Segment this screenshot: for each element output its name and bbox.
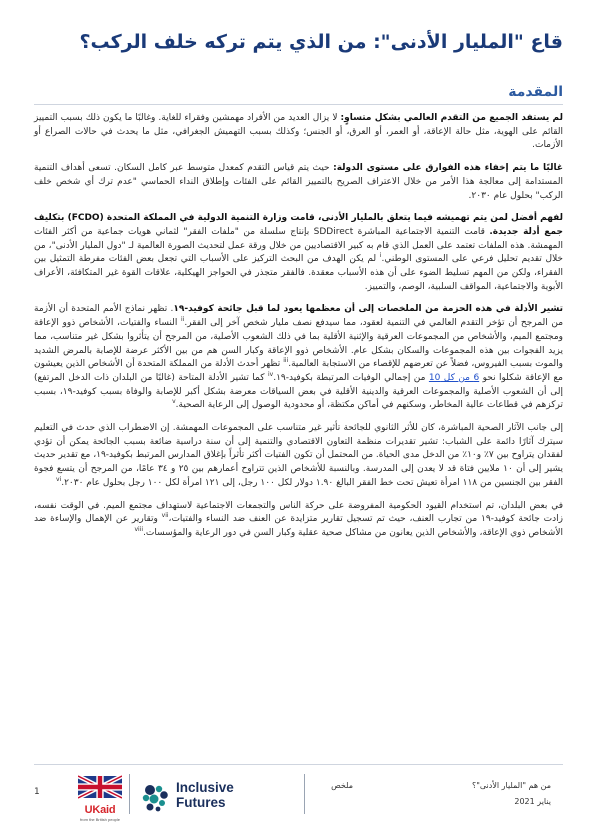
union-flag-icon (78, 775, 122, 799)
footer-date: يناير 2021 (514, 797, 551, 806)
paragraph-1-text: لا يزال العديد من الأفراد مهمشين وفقراء للغاية. وغالبًا ما يكون ذلك بسبب التمييز القائم على الهوية، مثل حالة الإعاقة، أو العمر، أو العرق، أو الجنس؛ وكذلك بسبب التهميش الجغرافي، مثل ما يحدث في حالات الصراع أو الأزمات. (34, 113, 563, 151)
inclusive-futures-logo-icon (138, 780, 172, 814)
paragraph-4-text-3: تظهر أحدث الأدلة من المملكة المتحدة أن الأشخاص الذين يعيشون مع الإعاقة شكلوا نحو (34, 359, 563, 383)
body-text (34, 112, 563, 550)
paragraph-6-text-2: وتقارير عن الإهمال والإساءة ضد الأشخاص ذوي الإعاقة، والأشخاص الذين يعانون من مشاكل صحية عقلية وكبار السن في دور الرعاية والمؤسسات. (34, 514, 563, 538)
paragraph-3 (34, 212, 563, 294)
paragraph-4-text: . تظهر نماذج الأمم المتحدة أن الأزمة من المرجح أن تؤخر التقدم العالمي في التنمية لعقود، مما سيدفع نصف مليار شخص آخر إلى الفقر. (34, 304, 564, 329)
paragraph-5 (34, 422, 563, 491)
footer-separator (304, 774, 305, 814)
footer-doc-name: من هم "المليار الأدنى"؟ (471, 781, 551, 790)
footer-section-label: ملخص (331, 781, 353, 790)
paragraph-4-text-2: النساء والفتيات، الأشخاص ذوو الإعاقة ومجتمع الميم، والأشخاص من المجموعات العرقية والإثنية الأقلية بما في ذلك الشعوب الأصلية، من المرجح أن يتأثروا بشكل غير متناسب، مما يزيد الفجوات بين هذه المجموعات والسكان بشكل عام. الأشخاص ذوو الإعاقة وكبار السن هم من بين الأكثر عرضة للإصابة بالمرض الشديد والموت بسبب الفيروس، فضلاً عن تعرضهم للإقصاء من الاستجابة العالمية. (34, 318, 563, 370)
footnote-ref-vii[interactable]: vii (161, 512, 169, 520)
paragraph-3-lead: لفهم أفضل لمن يتم تهميشه فيما يتعلق بالمليار الأدنى، قامت وزارة التنمية الدولية في المملكة المتحدة (FCDO) بتكليف جمع أدلة جديدة. (34, 213, 563, 237)
ukaid-wordmark: UKaid (84, 804, 116, 816)
paragraph-3-text-2: لم يكن الهدف من البحث التركيز على الأسباب التي تجعل بعض الفئات مفرطة التمثيل بين الفقراء، ولكن من المهم تسليط الضوء على أن هذه الأسباب معقدة. فالفقر متجذر في الحواجز الهيكلية، علاقات القوة غير المتكافئة، الأعراف الأبوية والاجتماعية، المواقف السلبية، الوصم، والتمييز. (34, 254, 563, 292)
ukaid-logo (78, 775, 122, 822)
section-heading-introduction: المقدمة (508, 84, 563, 100)
footnote-ref-viii[interactable]: viii (134, 525, 144, 533)
inclusive-futures-wordmark (176, 780, 234, 810)
paragraph-6 (34, 500, 563, 541)
footnote-ref-ii[interactable]: ii (180, 316, 185, 324)
logo-line-2: Futures (176, 795, 226, 810)
footnote-ref-vi[interactable]: vi (55, 475, 62, 483)
paragraph-4 (34, 303, 563, 413)
paragraph-5-text: إلى جانب الآثار الصحية المباشرة، كان للأثر الثانوي للجائحة تأثير غير متناسب على المجموعات المهمشة. إن الاضطراب الذي حدث في التعليم سيترك آثارًا دائمة على الشباب: تشير تقديرات منظمة التعاون الاقتصادي والتنمية إلى أن سنة دراسية ضائعة بسبب الجائحة يمكن أن تؤدي لفقدان يتراوح بين ٧٪ و١٠٪ من الدخل مدى الحياة. من المحتمل أن تكون الفتيات أكثر تأثراً بإغلاق المدارس المرتبط بكوفيد-١٩، مع تقدير حديث يشير إلى أن ١٠ ملايين فتاة قد لا يعدن إلى المدرسة. وبالنسبة للأشخاص الذين تتراوح أعمارهم بين ٢٥ و ٣٤ عامًا، من المرجح أن يتسع فجوة الفقر بين الجنسين من ١١٨ امرأة تعيش تحت خط الفقر البالغ ١.٩٠ دولار لكل ١٠٠ رجل، إلى ١٢١ امرأة لكل ١٠٠ رجل بحلول عام ٢٠٣٠. (34, 423, 563, 488)
heading-divider (34, 104, 563, 105)
ukaid-tagline: from the British people (79, 817, 121, 822)
paragraph-2-text: حيث يتم قياس التقدم كمعدل متوسط عبر كامل السكان. تسعى أهداف التنمية المستدامة إلى معالجة هذا الأمر من خلال الاعتراف الصريح بالتمييز القائم على الفئات وإطلاق النداء الحماسي "عدم ترك أي شخص خلف الركب" بحلول عام ٢٠٣٠. (34, 163, 563, 201)
paragraph-2 (34, 162, 563, 203)
paragraph-4-lead: تشير الأدلة في هذه الحزمة من الملخصات إلى أن معظمها يعود لما قبل جائحة كوفيد-١٩ (173, 304, 563, 315)
footnote-ref-iii[interactable]: iii (283, 357, 289, 365)
link-6-in-10[interactable]: 6 من كل 10 (428, 372, 480, 383)
page-number: 1 (34, 787, 40, 797)
footnote-ref-iv[interactable]: iv (267, 370, 274, 378)
footer-logo-separator (129, 774, 130, 814)
footnote-ref-v[interactable]: v (172, 398, 176, 406)
footnote-ref-i[interactable]: i (379, 252, 382, 260)
paragraph-1 (34, 112, 563, 153)
paragraph-1-lead: لم يستفد الجميع من التقدم العالمي بشكل متساوٍ: (340, 113, 563, 123)
logo-line-1: Inclusive (176, 780, 234, 795)
footer-divider (34, 764, 563, 765)
paragraph-3-text: قامت التنمية الاجتماعية المباشرة SDDirect بإنتاج سلسلة من "ملفات الفقر" لثماني هويات جماعية من أكثر الفئات المهمشة. هذه الملفات تعتمد على العمل الذي قام به كبير الاقتصاديين من خلال ورقة عمل لتحديث الصورة العالمية لـ "دول المليار الأدنى"، من خلال تقديم تحليل فرعي على المستوى الوطني. (34, 226, 564, 265)
paragraph-4-text-4: من إجمالي الوفيات المرتبطة بكوفيد-١٩. (273, 372, 429, 383)
page-title: قاع "المليار الأدنى": من الذي يتم تركه خلف الركب؟ (79, 31, 563, 53)
paragraph-4-text-5: كما تشير الأدلة المتاحة (غالبًا من البلدان ذات الدخل المرتفع) إلى أن الشعوب الأصلية والمجموعات العرقية والدينية الأقلية في بعض السياقات معرضة بشكل أكبر للإصابة والوفاة بسبب كوفيد-١٩، بسبب تركزهم في قطاعات عالية المخاطر، وسكنهم في أماكن مكتظة، أو محدودية الوصول إلى الرعاية الصحية. (34, 372, 563, 411)
inclusive-futures-logo (138, 780, 268, 814)
paragraph-2-lead: غالبًا ما يتم إخفاء هذه الفوارق على مستوى الدولة: (333, 163, 563, 174)
paragraph-6-text: في بعض البلدان، تم استخدام القيود الحكومية المفروضة على حركة الناس والتجمعات الاجتماعية لاستهداف مجتمع الميم. في الوقت نفسه، زادت جائحة كوفيد-١٩ من تجارب العنف، حيث تم تسجيل تقارير متزايدة عن العنف ضد النساء والفتيات، (34, 500, 563, 525)
